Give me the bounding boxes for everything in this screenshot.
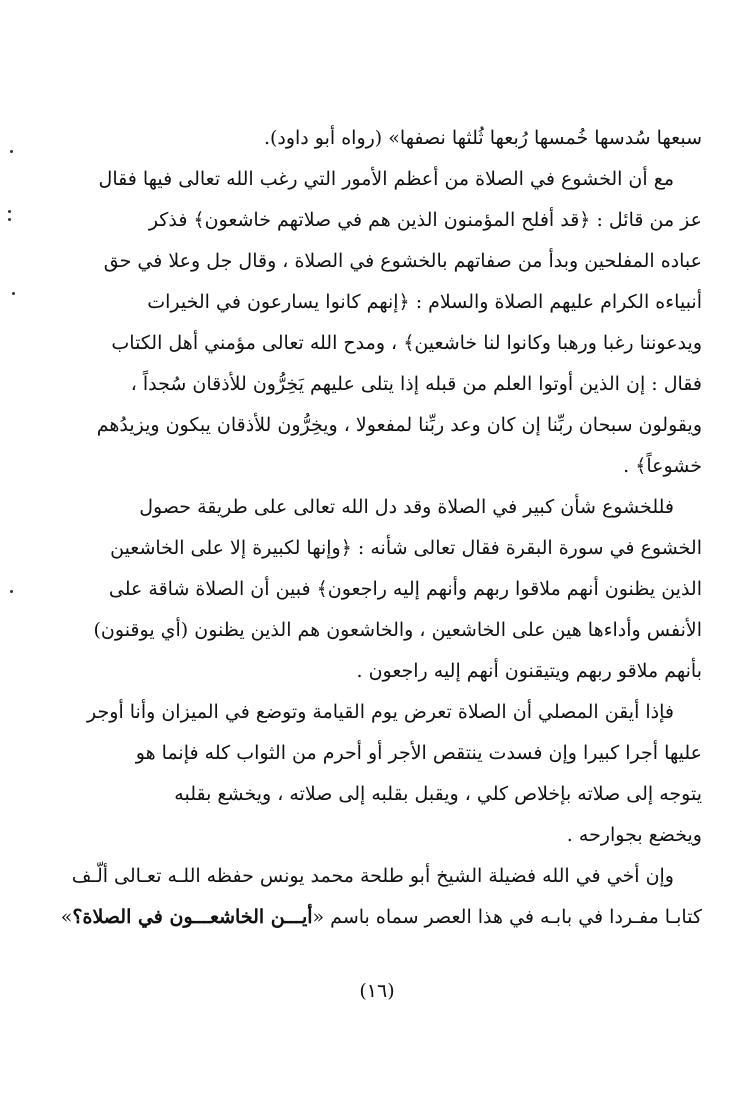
- text-line: خشوعاً﴾ .: [623, 455, 702, 477]
- text-line: ويقولون سبحان ربِّنا إن كان وعد ربِّنا لمفعولا ، ويخِرُّون للأذقان يبكون ويزيدُهم: [96, 414, 702, 436]
- text-line: ويخضع بجوارحه .: [566, 824, 702, 846]
- text-line: يتوجه إلى صلاته بإخلاص كلي ، ويقبل بقلبه إلى صلاته ، ويخشع بقلبه: [174, 783, 702, 805]
- text-line: الأنفس وأداءها هين على الخاشعين ، والخاشعون هم الذين يظنون (أي يوقنون): [93, 619, 702, 641]
- text-line: الذين يظنون أنهم ملاقوا ربهم وأنهم إليه راجعون﴾ فبين أن الصلاة شاقة على: [108, 578, 702, 600]
- margin-speck: [8, 210, 11, 213]
- margin-speck: [10, 590, 13, 593]
- text-line: عباده المفلحين وبدأ من صفاتهم بالخشوع في الصلاة ، وقال جل وعلا في حق: [103, 250, 702, 272]
- final-line-suffix: »: [60, 906, 73, 928]
- text-line: أنبياءه الكرام عليهم الصلاة والسلام : ﴿إنهم كانوا يسارعون في الخيرات: [147, 291, 702, 313]
- text-line: مع أن الخشوع في الصلاة من أعظم الأمور التي رغب الله تعالى فيها فقال: [98, 168, 674, 190]
- margin-speck: [8, 218, 11, 221]
- text-line: بأنهم ملاقو ربهم ويتيقنون أنهم إليه راجعون .: [356, 660, 702, 682]
- body-text: [56, 118, 702, 938]
- text-line: الخشوع في سورة البقرة فقال تعالى شأنه : ﴿وإنها لكبيرة إلا على الخاشعين: [110, 537, 702, 559]
- margin-speck: [12, 292, 15, 295]
- text-line: ويدعوننا رغبا ورهبا وكانوا لنا خاشعين﴾ ، ومدح الله تعالى مؤمني أهل الكتاب: [111, 332, 702, 354]
- text-line: فإذا أيقن المصلي أن الصلاة تعرض يوم القيامة وتوضع في الميزان وأنا أوجر: [87, 701, 674, 723]
- page-number: (١٦): [359, 980, 395, 1002]
- final-line-prefix: كتابـا مفـردا في بابـه في هذا العصر سماه باسم «: [312, 906, 702, 928]
- text-line: سبعها سُدسها خُمسها رُبعها ثُلثها نصفها» (رواه أبو داود).: [263, 127, 702, 149]
- text-line: وإن أخي في الله فضيلة الشيخ أبو طلحة محمد يونس حفظه اللـه تعـالى ألّـف: [71, 865, 674, 887]
- text-line: فللخشوع شأن كبير في الصلاة وقد دل الله تعالى على طريقة حصول: [139, 496, 674, 518]
- book-title: أيـــن الخاشعـــون في الصلاة؟: [72, 906, 313, 928]
- text-line-final: [56, 897, 702, 938]
- text-line: عز من قائل : ﴿قد أفلح المؤمنون الذين هم في صلاتهم خاشعون﴾ فذكر: [148, 209, 702, 231]
- text-line: عليها أجرا كبيرا وإن فسدت ينتقص الأجر أو أحرم من الثواب كله فإنما هو: [135, 742, 702, 764]
- text-line: فقال : إن الذين أوتوا العلم من قبله إذا يتلى عليهم يَخِرُّون للأذقان سُجداً ،: [130, 373, 702, 395]
- margin-speck: [10, 150, 13, 153]
